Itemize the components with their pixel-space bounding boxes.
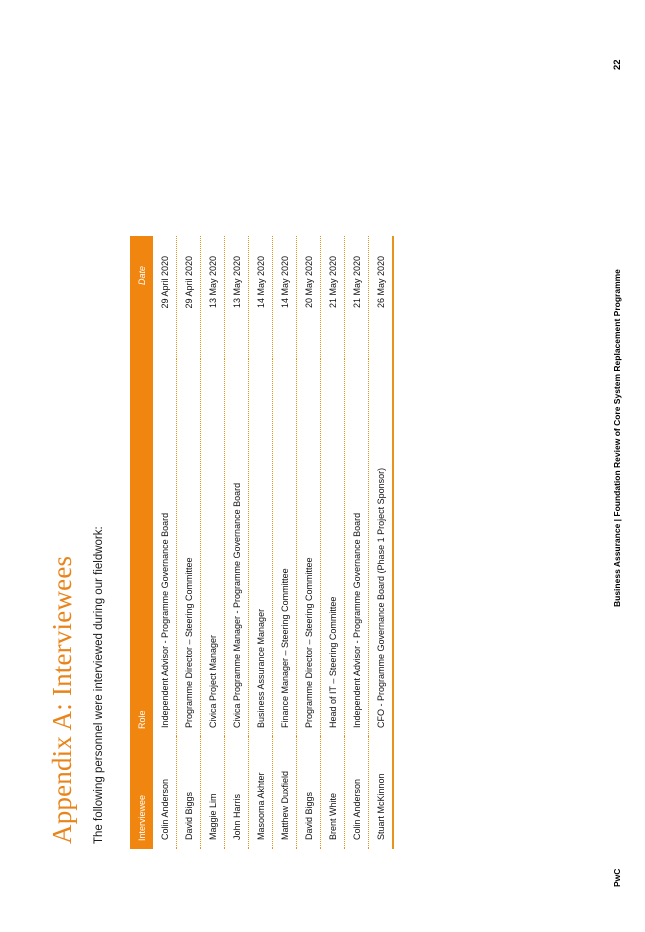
table-row <box>201 236 225 849</box>
cell-role: Finance Manager – Steering Committee <box>273 359 297 737</box>
header-interviewee: Interviewee <box>136 794 147 841</box>
header-role: Role <box>136 710 147 729</box>
table-header-row <box>130 236 153 849</box>
intro-text: The following personnel were interviewed during our fieldwork: <box>93 526 105 844</box>
table-row <box>297 236 321 849</box>
cell-role: Civica Project Manager <box>201 359 225 737</box>
table-row <box>249 236 273 849</box>
cell-interviewee: Stuart McKinnon <box>375 773 386 840</box>
cell-interviewee: David Biggs <box>177 737 201 849</box>
table-row <box>369 236 393 849</box>
cell-date: 14 May 2020 <box>249 236 273 359</box>
cell-interviewee: Colin Anderson <box>153 737 177 849</box>
page-number: 22 <box>612 59 623 70</box>
cell-date: 26 May 2020 <box>375 256 386 309</box>
table-row <box>345 236 369 849</box>
cell-date: 29 April 2020 <box>177 236 201 359</box>
table-row <box>153 236 177 849</box>
cell-date: 29 April 2020 <box>153 236 177 359</box>
interviewees-table <box>130 236 394 849</box>
cell-date: 21 May 2020 <box>345 236 369 359</box>
cell-date: 21 May 2020 <box>321 236 345 359</box>
cell-date: 13 May 2020 <box>225 236 249 359</box>
table-row <box>273 236 297 849</box>
cell-role: CFO - Programme Governance Board (Phase 1 Project Sponsor) <box>375 467 386 728</box>
footer-document-title: Business Assurance | Foundation Review of Core System Replacement Programme <box>612 269 622 607</box>
cell-interviewee: Matthew Duxfield <box>273 737 297 849</box>
cell-role: Civica Programme Manager - Programme Governance Board <box>225 359 249 737</box>
cell-interviewee: John Harris <box>225 737 249 849</box>
cell-role: Independent Advisor - Programme Governance Board <box>345 359 369 737</box>
cell-interviewee: Brent White <box>321 737 345 849</box>
cell-role: Head of IT – Steering Committee <box>321 359 345 737</box>
cell-role: Business Assurance Manager <box>249 359 273 737</box>
footer-brand: PwC <box>612 868 622 887</box>
header-date: Date <box>136 266 147 286</box>
cell-date: 20 May 2020 <box>297 236 321 359</box>
cell-interviewee: Maggie Lim <box>201 737 225 849</box>
cell-role: Programme Director – Steering Committee <box>297 359 321 737</box>
cell-interviewee: Masooma Akhter <box>249 737 273 849</box>
table-row <box>225 236 249 849</box>
cell-date: 13 May 2020 <box>201 236 225 359</box>
cell-interviewee: David Biggs <box>297 737 321 849</box>
page-title: Appendix A: Interviewees <box>47 555 77 844</box>
table-row <box>321 236 345 849</box>
cell-interviewee: Colin Anderson <box>345 737 369 849</box>
cell-role: Programme Director – Steering Committee <box>177 359 201 737</box>
table-row <box>177 236 201 849</box>
cell-date: 14 May 2020 <box>273 236 297 359</box>
cell-role: Independent Advisor - Programme Governance Board <box>153 359 177 737</box>
